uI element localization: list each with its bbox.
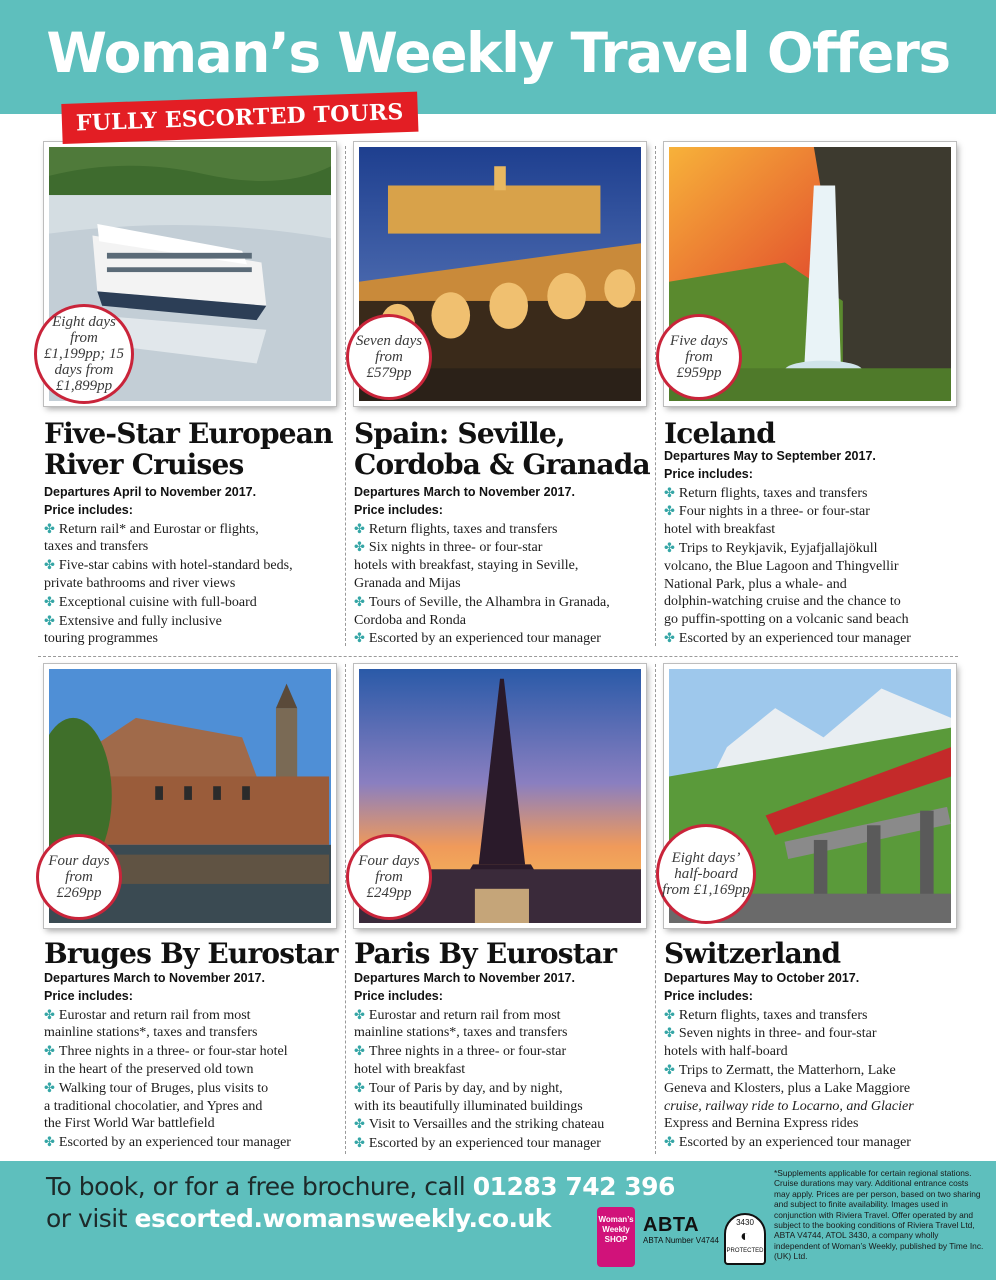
departures-text: Departures March to November 2017. [354,485,575,499]
escorted-tours-ribbon: FULLY ESCORTED TOURS [61,92,418,144]
booking-visit-line: or visit escorted.womansweekly.co.uk [46,1204,551,1233]
price-badge: Five days from £959pp [656,314,742,400]
row-divider [38,656,958,657]
price-badge: Four days from £269pp [36,834,122,920]
price-includes-label: Price includes: [664,988,753,1003]
offer-details: Departures April to November 2017. Price includes: ✤ Return rail* and Eurostar or flights, taxes and transfers ✤ Five-star cabins with hotel-standard beds, private bathrooms and river views ✤ Exceptional cuisine with full-board ✤ Extensive and fully inclusive touring programmes [44,484,344,648]
offer-title: Bruges By Eurostar [44,937,338,970]
departures-text: Departures March to November 2017. [354,971,575,985]
atol-logo: 3430 ◐ PROTECTED [724,1213,766,1265]
departures-text: Departures March to November 2017. [44,971,265,985]
website-link[interactable]: escorted.womansweekly.co.uk [134,1204,551,1233]
offer-title: Iceland [664,417,776,450]
fine-print: *Supplements applicable for certain regional stations. Cruise durations may vary. Additional entrance costs may apply. Prices are per person, based on two sharing and subject to finite availability. Images used in conjunction with Riviera Travel. Offer operated by and subject to the booking conditions of Riviera Travel Ltd, ABTA V4744, ATOL 3430, a company wholly independent of Woman’s Weekly, published by Time Inc. (UK) Ltd. [774,1168,984,1262]
price-badge: Eight days’ half-board from £1,169pp [656,824,756,924]
price-includes-label: Price includes: [664,466,753,481]
offer-title: Five-Star European River Cruises [44,417,333,481]
offer-details: Departures March to November 2017. Price includes: ✤ Eurostar and return rail from most mainline stations*, taxes and transfers ✤ Three nights in a three- or four-star hotel with breakfast ✤ Tour of Paris by day, and by night, with its beautifully illuminated buildings ✤ Visit to Versailles and the striking chateau ✤ Escorted by an experienced tour manager [354,970,654,1153]
departures-text: Departures May to September 2017. [664,449,876,463]
price-includes-label: Price includes: [44,988,133,1003]
price-badge: Eight days from £1,199pp; 15 days from £1,899pp [34,304,134,404]
column-divider [345,146,346,646]
price-badge: Seven days from £579pp [346,314,432,400]
departures-text: Departures April to November 2017. [44,485,257,499]
price-includes-label: Price includes: [44,502,133,517]
offer-details: Departures March to November 2017. Price includes: ✤ Return flights, taxes and transfers ✤ Six nights in three- or four-star hotels with breakfast, staying in Seville, Granada and Mijas ✤ Tours of Seville, the Alhambra in Granada, Cordoba and Ronda ✤ Escorted by an experienced tour manager [354,484,654,648]
price-includes-label: Price includes: [354,988,443,1003]
offer-details: Departures May to September 2017. Price includes: ✤ Return flights, taxes and transfers ✤ Four nights in a three- or four-star hotel with breakfast ✤ Trips to Reykjavik, Eyjafjallajökull volcano, the Blue Lagoon and Thingvellir National Park, plus a whale- and dolphin-watching cruise and the chance to go puffin-spotting on a volcanic sand beach ✤ Escorted by an experienced tour manager [664,448,964,648]
departures-text: Departures May to October 2017. [664,971,860,985]
offer-details: Departures May to October 2017. Price includes: ✤ Return flights, taxes and transfers ✤ Seven nights in three- and four-star hotels with half-board ✤ Trips to Zermatt, the Matterhorn, Lake Geneva and Klosters, plus a Lake Maggiore cruise, railway ride to Locarno, and Glacier Express and Bernina Express rides ✤ Escorted by an experienced tour manager [664,970,964,1152]
atol-emblem-icon: ◐ [740,1228,750,1245]
offer-title: Spain: Seville, Cordoba & Granada [354,417,650,481]
offer-title: Switzerland [664,937,841,970]
column-divider [655,664,656,1154]
womans-weekly-shop-logo: Woman’s Weekly SHOP [597,1207,635,1267]
price-includes-label: Price includes: [354,502,443,517]
page-title: Woman’s Weekly Travel Offers [46,21,950,85]
price-badge: Four days from £249pp [346,834,432,920]
column-divider [655,146,656,646]
phone-number[interactable]: 01283 742 396 [472,1172,675,1201]
abta-logo: ABTA ABTA Number V4744 [643,1214,719,1245]
offer-title: Paris By Eurostar [354,937,617,970]
offer-details: Departures March to November 2017. Price includes: ✤ Eurostar and return rail from most mainline stations*, taxes and transfers ✤ Three nights in a three- or four-star hotel in the heart of the preserved old town ✤ Walking tour of Bruges, plus visits to a traditional chocolatier, and Ypres and the First World War battlefield ✤ Escorted by an experienced tour manager [44,970,344,1152]
booking-call-line: To book, or for a free brochure, call 01283 742 396 [46,1172,675,1201]
column-divider [345,664,346,1154]
